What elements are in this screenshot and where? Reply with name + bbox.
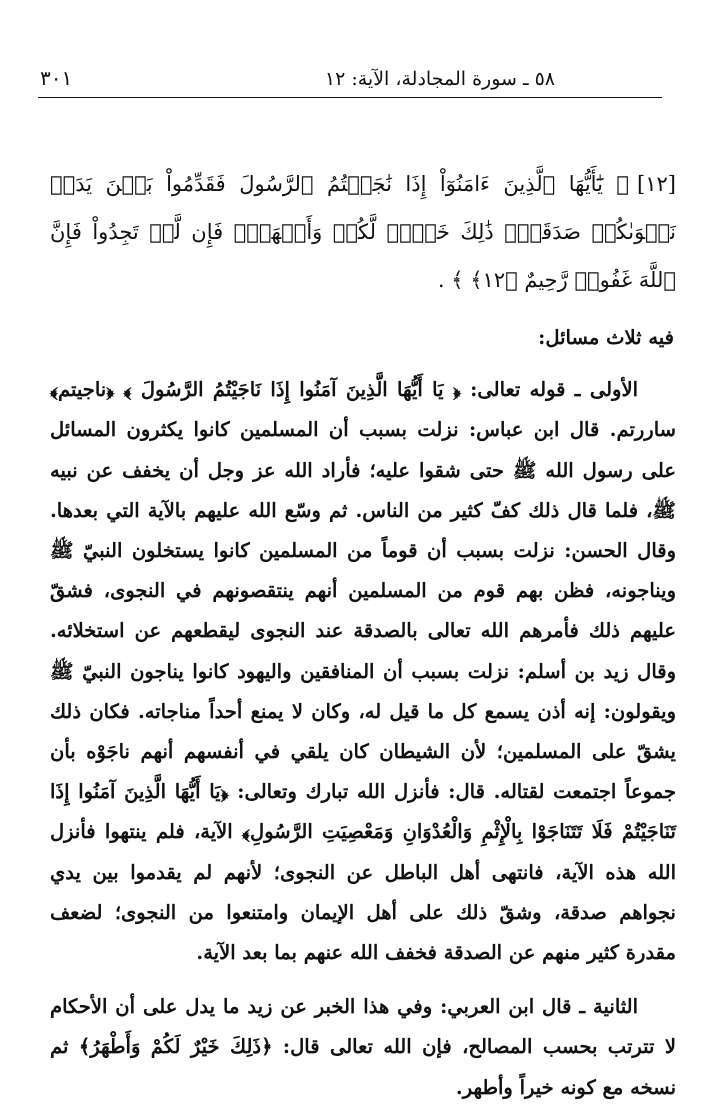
- verse-text: ﴿ يَٰٓأَيُّهَا ٱلَّذِينَ ءَامَنُوٓاْ إِذَا نَٰجَيۡتُمُ ٱلرَّسُولَ فَقَدِّمُواْ بَيۡنَ يَدَيۡ نَجۡوَىٰكُمۡ صَدَقَةٗۚ ذَٰلِكَ خَيۡرٞ لَّكُمۡ وَأَطۡهَرُۚ فَإِن لَّمۡ تَجِدُواْ فَإِنَّ ٱللَّهَ غَفُورٞ رَّحِيمٌ ﴿١٢﴾ ﴾ .: [50, 172, 676, 292]
- header-divider: [38, 97, 662, 98]
- page-header: [40, 58, 665, 90]
- page-number: ٣٠١: [40, 66, 73, 90]
- paragraph-second-issue: الثانية ـ قال ابن العربي: وفي هذا الخبر عن زيد ما يدل على أن الأحكام لا تترتب بحسب المصالح، فإن الله تعالى قال: ﴿ذَلِكَ خَيْرٌ لَكُمْ وَأَطْهَرُ﴾ ثم نسخه مع كونه خيراً وأطهر.: [50, 995, 676, 1099]
- verse-number: [١٢]: [637, 172, 676, 196]
- paragraph-first-issue: الأولى ـ قوله تعالى: ﴿ يَا أَيُّهَا الَّذِينَ آمَنُوا إِذَا نَاجَيْتُمُ الرَّسُولَ ﴾ ﴿ناجيتم﴾ ساررتم. قال ابن عباس: نزلت بسبب أن المسلمين كانوا يكثرون المسائل على رسول الله ﷺ حتى شقوا عليه؛ فأراد الله عز وجل أن يخفف عن نبيه ﷺ، فلما قال ذلك كفّ كثير من الناس. ثم وسّع الله عليهم بالآية التي بعدها. وقال الحسن: نزلت بسبب أن قوماً من المسلمين كانوا يستخلون النبيّ ﷺ ويناجونه، فظن بهم قوم من المسلمين أنهم ينتقصونهم في النجوى، فشقّ عليهم ذلك فأمرهم الله تعالى بالصدقة عند النجوى ليقطعهم عن استخلائه. وقال زيد بن أسلم: نزلت بسبب أن المنافقين واليهود كانوا يناجون النبيّ ﷺ ويقولون: إنه أذن يسمع كل ما قيل له، وكان لا يمنع أحداً مناجاته. فكان ذلك يشقّ على المسلمين؛ لأن الشيطان كان يلقي في أنفسهم أنهم ناجَوْه بأن جموعاً اجتمعت لقتاله. قال: فأنزل الله تبارك وتعالى: ﴿يَا أَيُّهَا الَّذِينَ آمَنُوا إِذَا تَنَاجَيْتُمْ فَلَا تَتَنَاجَوْا بِالْإِثْمِ وَالْعُدْوَانِ وَمَعْصِيَتِ الرَّسُولِ﴾ الآية، فلم ينتهوا فأنزل الله هذه الآية، فانتهى أهل الباطل عن النجوى؛ لأنهم لم يقدموا بين يدي نجواهم صدقة، وشقّ ذلك على أهل الإيمان وامتنعوا من النجوى؛ لضعف مقدرة كثير منهم عن الصدقة فخفف الله عنهم بما بعد الآية.: [50, 378, 676, 965]
- quran-verse: [50, 160, 676, 304]
- page-body: [50, 160, 676, 1108]
- running-title: ٥٨ ـ سورة المجادلة، الآية: ١٢: [324, 68, 555, 90]
- section-heading: فيه ثلاث مسائل:: [538, 326, 674, 349]
